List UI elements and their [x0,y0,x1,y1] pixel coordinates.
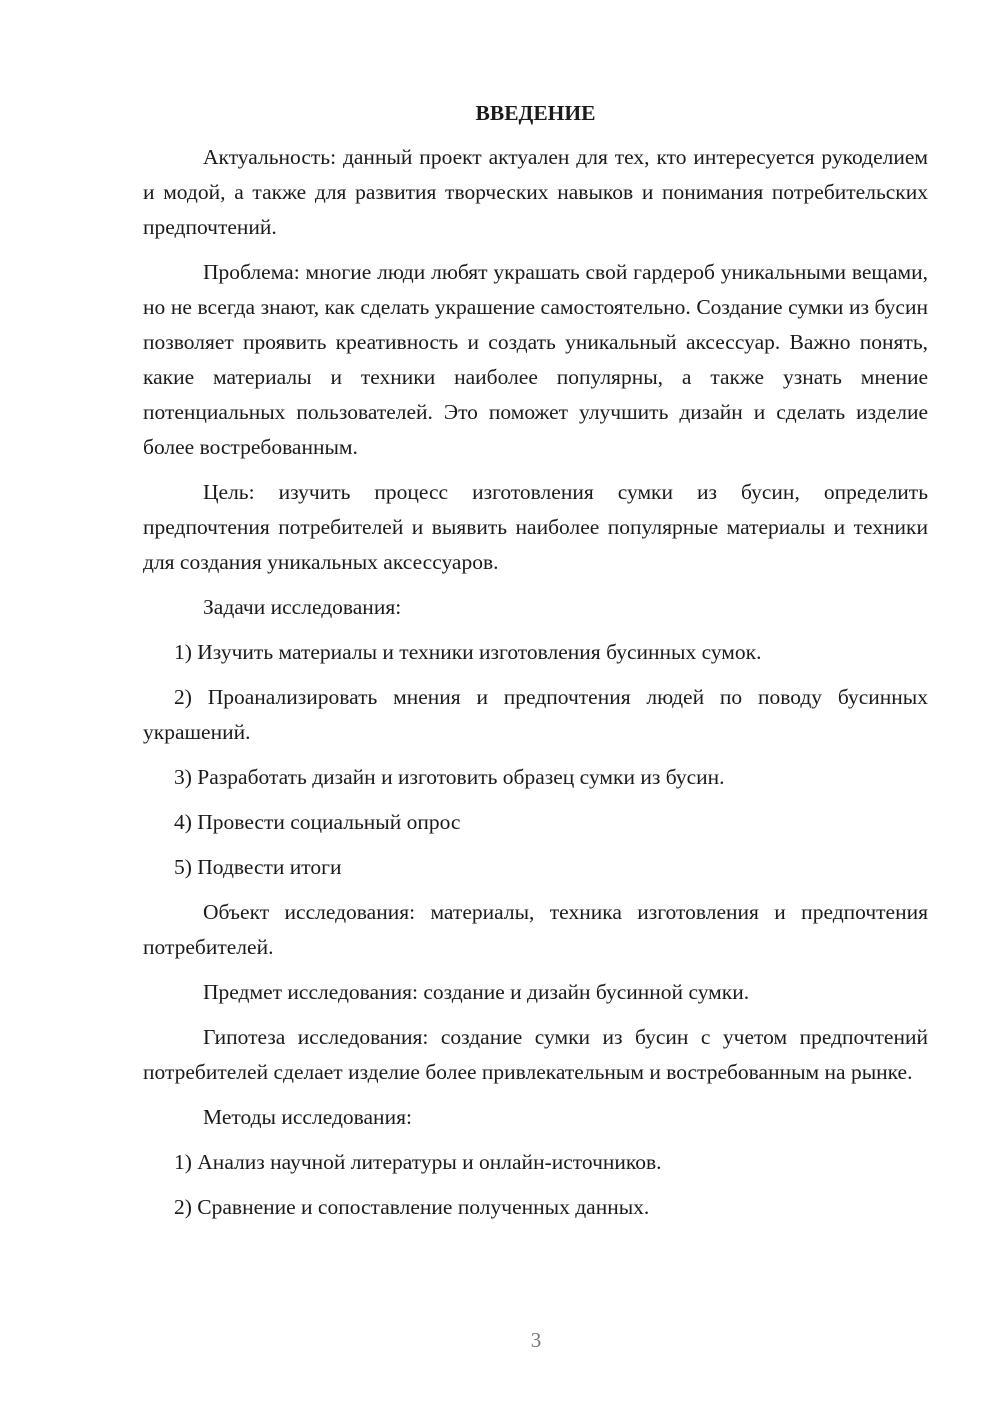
document-page [143,96,928,1235]
method-item-1: 1) Анализ научной литературы и онлайн-источников. [174,1150,662,1174]
paragraph-hypothesis: Гипотеза исследования: создание сумки из бусин с учетом предпочтений потребителей сделает изделие более привлекательным и востребованным на рынке. [143,1025,928,1084]
page-number: 3 [530,1328,542,1352]
page-title: ВВЕДЕНИЕ [475,101,596,125]
task-item-5: 5) Подвести итоги [174,855,342,879]
task-item-2: 2) Проанализировать мнения и предпочтения людей по поводу бусинных украшений. [143,685,928,744]
paragraph-goal: Цель: изучить процесс изготовления сумки из бусин, определить предпочтения потребителей и выявить наиболее популярные материалы и техники для создания уникальных аксессуаров. [143,480,928,574]
paragraph-methods-heading: Методы исследования: [203,1105,412,1129]
paragraph-problem: Проблема: многие люди любят украшать свой гардероб уникальными вещами, но не всегда знают, как сделать украшение самостоятельно. Создание сумки из бусин позволяет проявить креативность и создать уникальный аксессуар. Важно понять, какие материалы и техники наиболее популярны, а также узнать мнение потенциальных пользователей. Это поможет улучшить дизайн и сделать изделие более востребованным. [143,260,928,459]
method-item-2: 2) Сравнение и сопоставление полученных данных. [174,1195,650,1219]
paragraph-tasks-heading: Задачи исследования: [203,595,402,619]
paragraph-object: Объект исследования: материалы, техника изготовления и предпочтения потребителей. [143,900,928,959]
paragraph-relevance: Актуальность: данный проект актуален для тех, кто интересуется рукоделием и модой, а также для развития творческих навыков и понимания потребительских предпочтений. [143,145,928,239]
paragraph-subject: Предмет исследования: создание и дизайн бусинной сумки. [203,980,750,1004]
task-item-4: 4) Провести социальный опрос [174,810,461,834]
task-item-1: 1) Изучить материалы и техники изготовления бусинных сумок. [174,640,762,664]
task-item-3: 3) Разработать дизайн и изготовить образец сумки из бусин. [174,765,725,789]
